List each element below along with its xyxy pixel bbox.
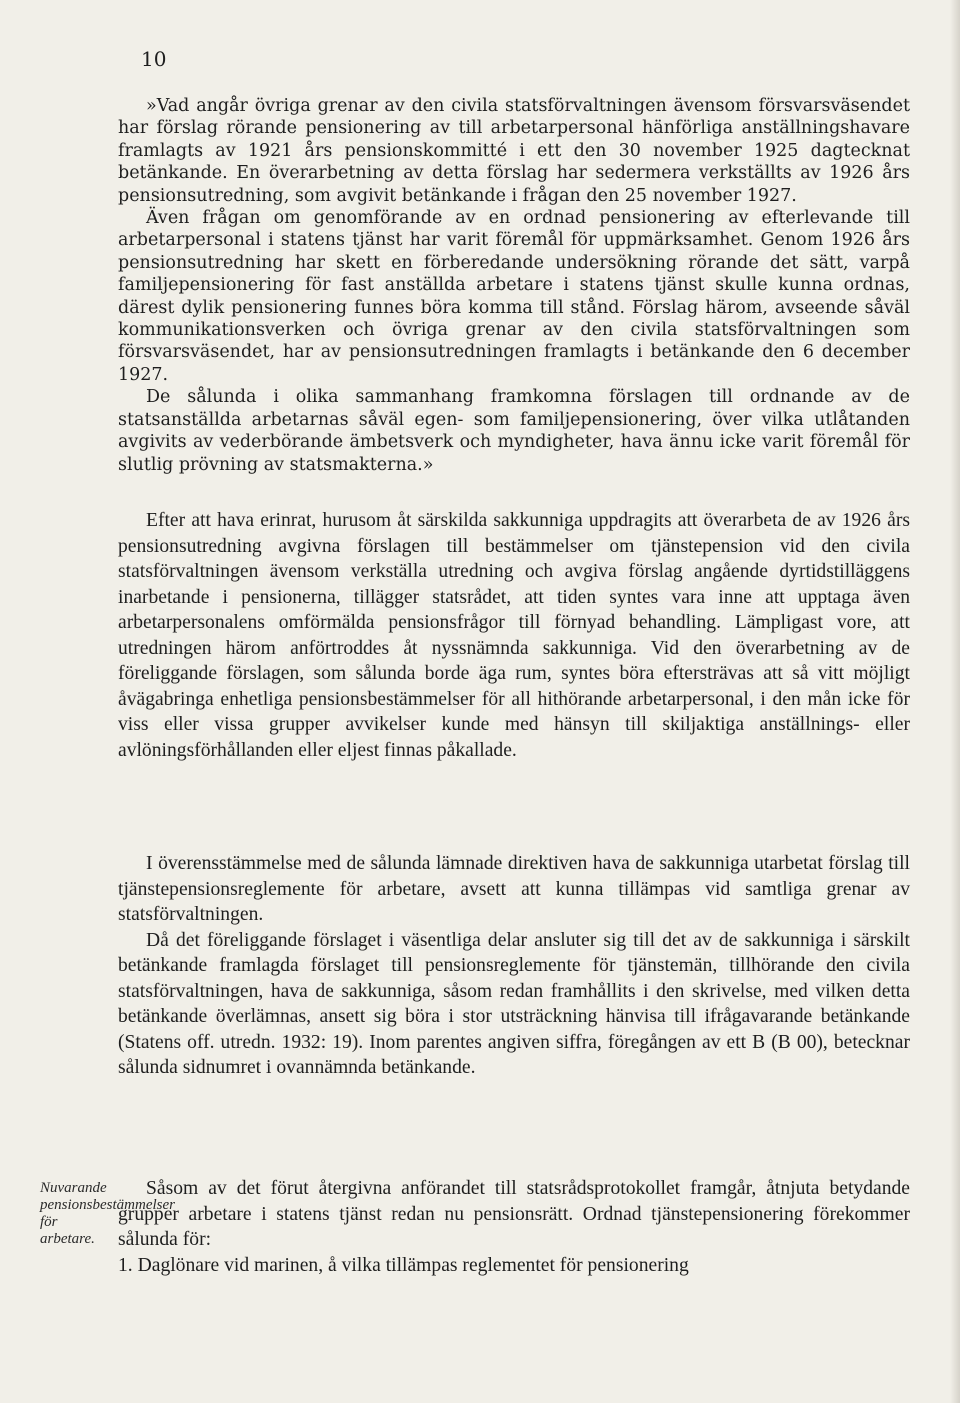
body-paragraph-2: I överensstämmelse med de sålunda lämnade direktiven hava de sakkunniga utarbetat förslag till tjänstepensionsreglemente för arbetare, avsett att kunna tillämpas vid samtliga grenar av statsförvaltningen.: [118, 853, 910, 925]
body-paragraph-4: Såsom av det förut återgivna anförandet till statsrådsprotokollet framgår, åtnjuta betydande grupper arbetare i statens tjänst redan nu pensionsrätt. Ordnad tjänstepensionering förekommer sålunda för:: [118, 1178, 910, 1250]
quote-paragraph-1: »Vad angår övriga grenar av den civila statsförvaltningen ävensom försvarsväsendet har förslag rörande pensionering av till arbetarpersonal hänförliga anställningshavare framlagts av 1921 års pensionskommitté i ett den 30 november 1925 dagtecknat betänkande. En överarbetning av detta förslag har sedermera verkställts av 1926 års pensionsutredning, som avgivit betänkande i frågan den 25 november 1927.: [118, 96, 910, 206]
quote-paragraph-2: Även frågan om genomförande av en ordnad pensionering av efterlevande till arbetarpersonal i statens tjänst har varit föremål för uppmärksamhet. Genom 1926 års pensionsutredning har skett en förberedande undersökning rörande det sätt, varpå familjepensionering för fast anställda arbetare i statens tjänst skulle kunna ordnas, därest dylik pensionering funnes böra komma till stånd. Förslag härom, avseende såväl kommunikationsverken och övriga grenar av den civila statsförvaltningen som försvarsväsendet, har av pensionsutredningen framlagts i betänkande den 6 december 1927.: [118, 208, 910, 385]
quote-paragraph-3: De sålunda i olika sammanhang framkomna förslagen till ordnande av de statsanställda arbetarnas såväl egen- som familjepensionering, över vilka utlåtanden avgivits av vederbörande ämbetsverk och myndigheter, hava ännu icke varit föremål för slutlig prövning av statsmakterna.»: [118, 387, 910, 475]
list-item-1: 1. Daglönare vid marinen, å vilka tillämpas reglementet för pensionering: [118, 1254, 689, 1276]
page-edge-shadow: [950, 0, 960, 1403]
body-block-3: [118, 1176, 910, 1278]
body-paragraph-1: Efter att hava erinrat, hurusom åt särskilda sakkunniga uppdragits att överarbeta de av 1926 års pensionsutredning avgivna förslagen till bestämmelser om tjänstepension vid den civila statsförvaltningen ävensom verkställa utredning och avgiva förslag angående dyrtidstilläggens inarbetande i pensionerna, tillägger statsrådet, att tiden syntes vara inne att upptaga även arbetarpersonalens omförmälda pensionsfrågor till förnyad behandling. Lämpligast vore, att utredningen härom anförtroddes åt nyssnämnda sakkunniga. Vid den överarbetning av de föreliggande förslagen, som sålunda borde äga rum, syntes böra eftersträvas att så vitt möjligt åvägabringa enhetliga pensionsbestämmelser för all hithörande arbetarpersonal, i den mån icke för viss eller vissa grupper avvikelser kunde med hänsyn till skiljaktiga anställnings- eller avlöningsförhållanden eller eljest finnas påkallade.: [118, 510, 910, 761]
page-number: 10: [141, 47, 167, 71]
body-block-1: [118, 508, 910, 763]
margin-note: Nuvarande pensionsbestämmelser för arbetare.: [40, 1180, 175, 1247]
body-paragraph-3: Då det föreliggande förslaget i väsentliga delar ansluter sig till det av de sakkunniga i särskilt betänkande framlagda förslaget till pensionsreglemente för tjänstemän, tillhörande den civila statsförvaltningen, hava de sakkunniga, såsom redan framhållits i den skrivelse, med vilken detta betänkande överlämnas, ansett sig böra i stor utsträckning hänvisa till ifrågavarande betänkande (Statens off. utredn. 1932: 19). Inom parentes angiven siffra, föregången av ett B (B 00), betecknar sålunda sidnumret i ovannämnda betänkande.: [118, 929, 910, 1078]
body-block-2: [118, 851, 910, 1081]
quoted-passage: [118, 95, 910, 476]
